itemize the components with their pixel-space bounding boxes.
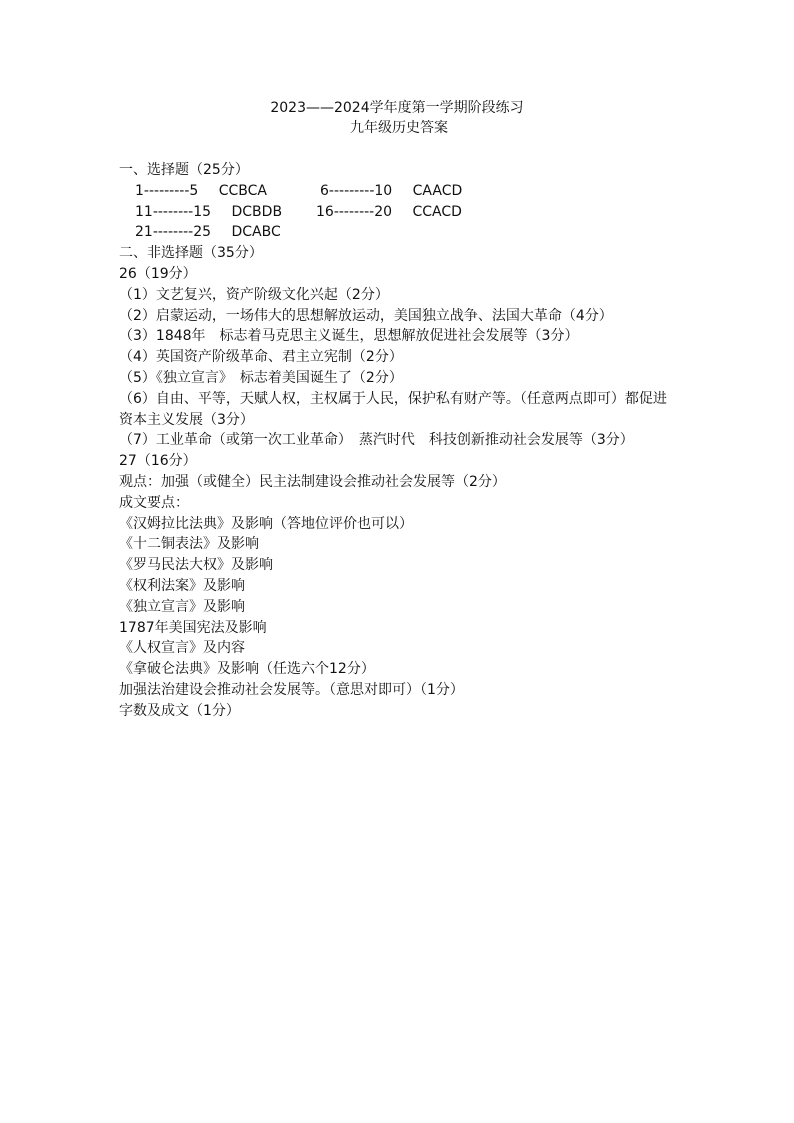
q27-point: 《权利法案》及影响 bbox=[119, 577, 245, 594]
mc-group bbox=[135, 202, 282, 223]
answer-body bbox=[119, 160, 679, 722]
q27-point: 《汉姆拉比法典》及影响（答地位评价也可以） bbox=[119, 515, 413, 532]
q26-item: （2）启蒙运动，一场伟大的思想解放运动，美国独立战争、法国大革命（4分） bbox=[119, 307, 613, 324]
q26-item: （1）文艺复兴，资产阶级文化兴起（2分） bbox=[119, 286, 389, 303]
mc-range: 11--------15 bbox=[135, 203, 212, 220]
title-line-2: 九年级历史答案 bbox=[350, 120, 448, 136]
q27-points-heading: 成文要点： bbox=[119, 494, 189, 511]
q26-item: （6）自由、平等，天赋人权，主权属于人民，保护私有财产等。（任意两点即可）都促进资本主义发展（3分） bbox=[119, 390, 667, 428]
q27-word-count: 字数及成文（1分） bbox=[119, 702, 240, 719]
mc-answers: CCACD bbox=[412, 203, 462, 220]
mc-group bbox=[320, 181, 462, 202]
q26-item: （4）英国资产阶级革命、君主立宪制（2分） bbox=[119, 349, 403, 366]
q27-label: 27（16分） bbox=[119, 453, 197, 470]
mc-group bbox=[316, 202, 462, 223]
mc-answer-row bbox=[119, 181, 679, 202]
q27-viewpoint: 观点：加强（或健全）民主法制建设会推动社会发展等（2分） bbox=[119, 473, 506, 490]
mc-answers: DCBDB bbox=[231, 203, 283, 220]
q26-label: 26（19分） bbox=[119, 265, 197, 282]
q27-point: 1787年美国宪法及影响 bbox=[119, 619, 267, 636]
document-title bbox=[0, 98, 794, 138]
q26-item: （5）《独立宣言》 标志着美国诞生了（2分） bbox=[119, 369, 403, 386]
mc-range: 16--------20 bbox=[316, 203, 393, 220]
mc-range: 21--------25 bbox=[135, 224, 212, 241]
mc-answers: CAACD bbox=[412, 182, 463, 199]
q27-point: 《拿破仑法典》及影响（任选六个12分） bbox=[119, 661, 375, 678]
q27-point: 《人权宣言》及内容 bbox=[119, 640, 245, 657]
section2-heading: 二、非选择题（35分） bbox=[119, 245, 263, 262]
mc-group bbox=[135, 222, 281, 243]
section1-heading: 一、选择题（25分） bbox=[119, 162, 249, 178]
mc-group bbox=[135, 181, 267, 202]
q27-point: 《十二铜表法》及影响 bbox=[119, 536, 259, 553]
mc-answers: CCBCA bbox=[218, 182, 267, 199]
q27-conclusion: 加强法治建设会推动社会发展等。（意思对即可）（1分） bbox=[119, 681, 464, 698]
title-line-1: 2023——2024学年度第一学期阶段练习 bbox=[270, 100, 524, 116]
mc-answer-row bbox=[119, 202, 679, 223]
mc-answer-row bbox=[119, 222, 679, 243]
q26-item: （3）1848年 标志着马克思主义诞生，思想解放促进社会发展等（3分） bbox=[119, 328, 579, 345]
q27-point: 《独立宣言》及影响 bbox=[119, 598, 245, 615]
q26-item: （7）工业革命（或第一次工业革命） 蒸汽时代 科技创新推动社会发展等（3分） bbox=[119, 432, 634, 449]
mc-range: 6---------10 bbox=[320, 182, 393, 199]
mc-range: 1---------5 bbox=[135, 182, 199, 199]
mc-answers: DCABC bbox=[231, 224, 281, 241]
q27-point: 《罗马民法大权》及影响 bbox=[119, 557, 273, 574]
